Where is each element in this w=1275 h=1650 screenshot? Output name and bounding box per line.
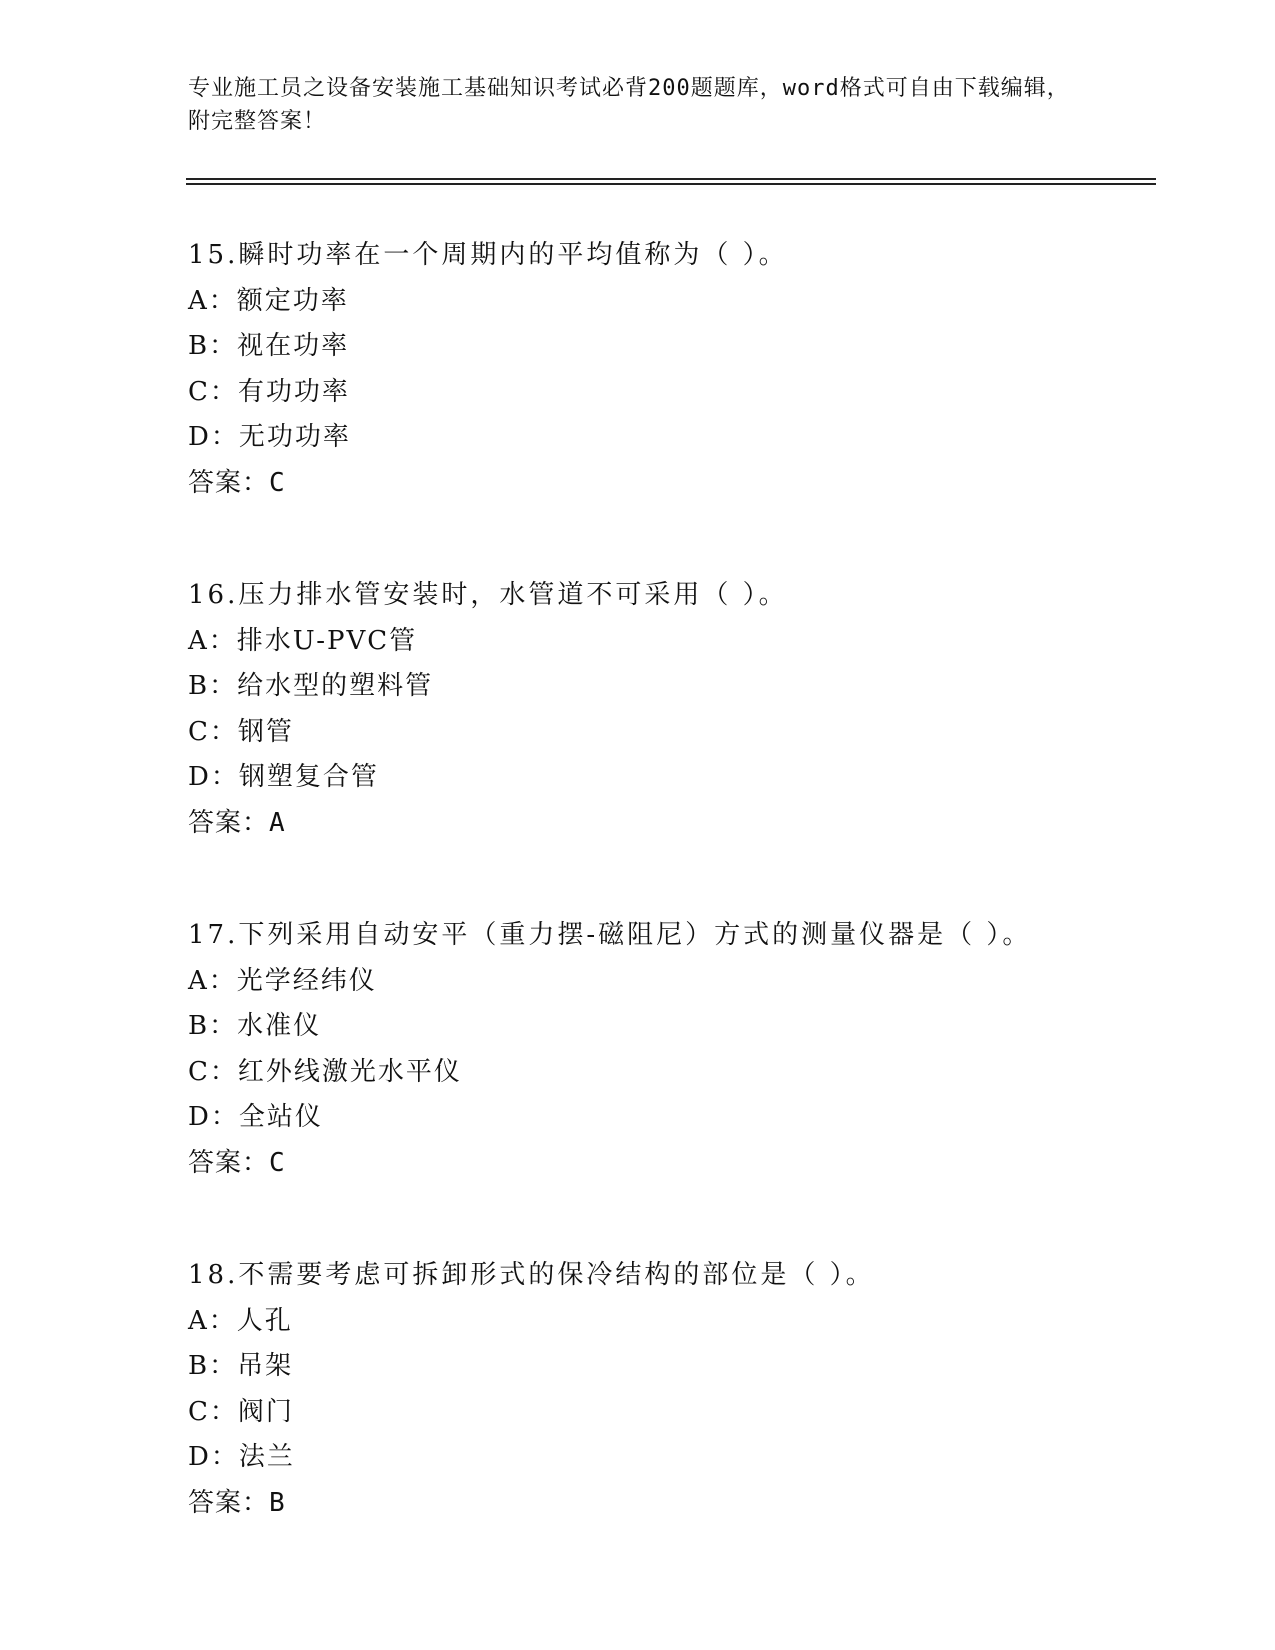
answer-label: 答案： [188,807,270,838]
option-b: B：吊架 [188,1351,294,1381]
option-a: A：排水U-PVC管 [188,625,418,656]
answer-line [188,801,1148,847]
answer-value: C [269,467,286,498]
question-stem: 16.压力排水管安装时，水管道不可采用（ ）。 [188,580,788,610]
option-d: D：钢塑复合管 [188,762,379,792]
option-d: D：全站仪 [188,1102,323,1132]
option-b: B：视在功率 [188,331,350,361]
question-18 [188,1253,1148,1526]
answer-value: C [269,1147,286,1178]
answer-line [188,1141,1148,1187]
question-list [188,233,1148,1593]
header-divider-top [186,178,1156,180]
answer-label: 答案： [188,1147,270,1178]
option-b: B：给水型的塑料管 [188,671,434,701]
answer-value: A [269,807,286,838]
answer-label: 答案： [188,467,270,498]
option-d: D：法兰 [188,1442,295,1472]
option-c: C：阀门 [188,1396,294,1427]
option-c: C：红外线激光水平仪 [188,1056,462,1087]
option-c: C：有功功率 [188,376,350,407]
option-a: A：光学经纬仪 [188,965,377,996]
option-b: B：水准仪 [188,1011,322,1041]
header-divider-bottom [186,183,1156,185]
answer-value: B [269,1487,286,1518]
document-header: 专业施工员之设备安装施工基础知识考试必背200题题库，word格式可自由下载编辑，附完整答案！ [188,76,1070,134]
question-stem: 18.不需要考虑可拆卸形式的保冷结构的部位是（ ）。 [188,1260,875,1290]
question-17 [188,913,1148,1186]
question-stem: 15.瞬时功率在一个周期内的平均值称为（ ）。 [188,240,788,270]
option-d: D：无功功率 [188,422,351,452]
option-a: A：人孔 [188,1305,293,1336]
answer-line [188,1481,1148,1527]
answer-label: 答案： [188,1487,270,1518]
option-c: C：钢管 [188,716,294,747]
answer-line [188,461,1148,507]
question-16 [188,573,1148,846]
option-a: A：额定功率 [188,285,349,316]
question-15 [188,233,1148,506]
question-stem: 17.下列采用自动安平（重力摆-磁阻尼）方式的测量仪器是（ ）。 [188,920,1032,950]
